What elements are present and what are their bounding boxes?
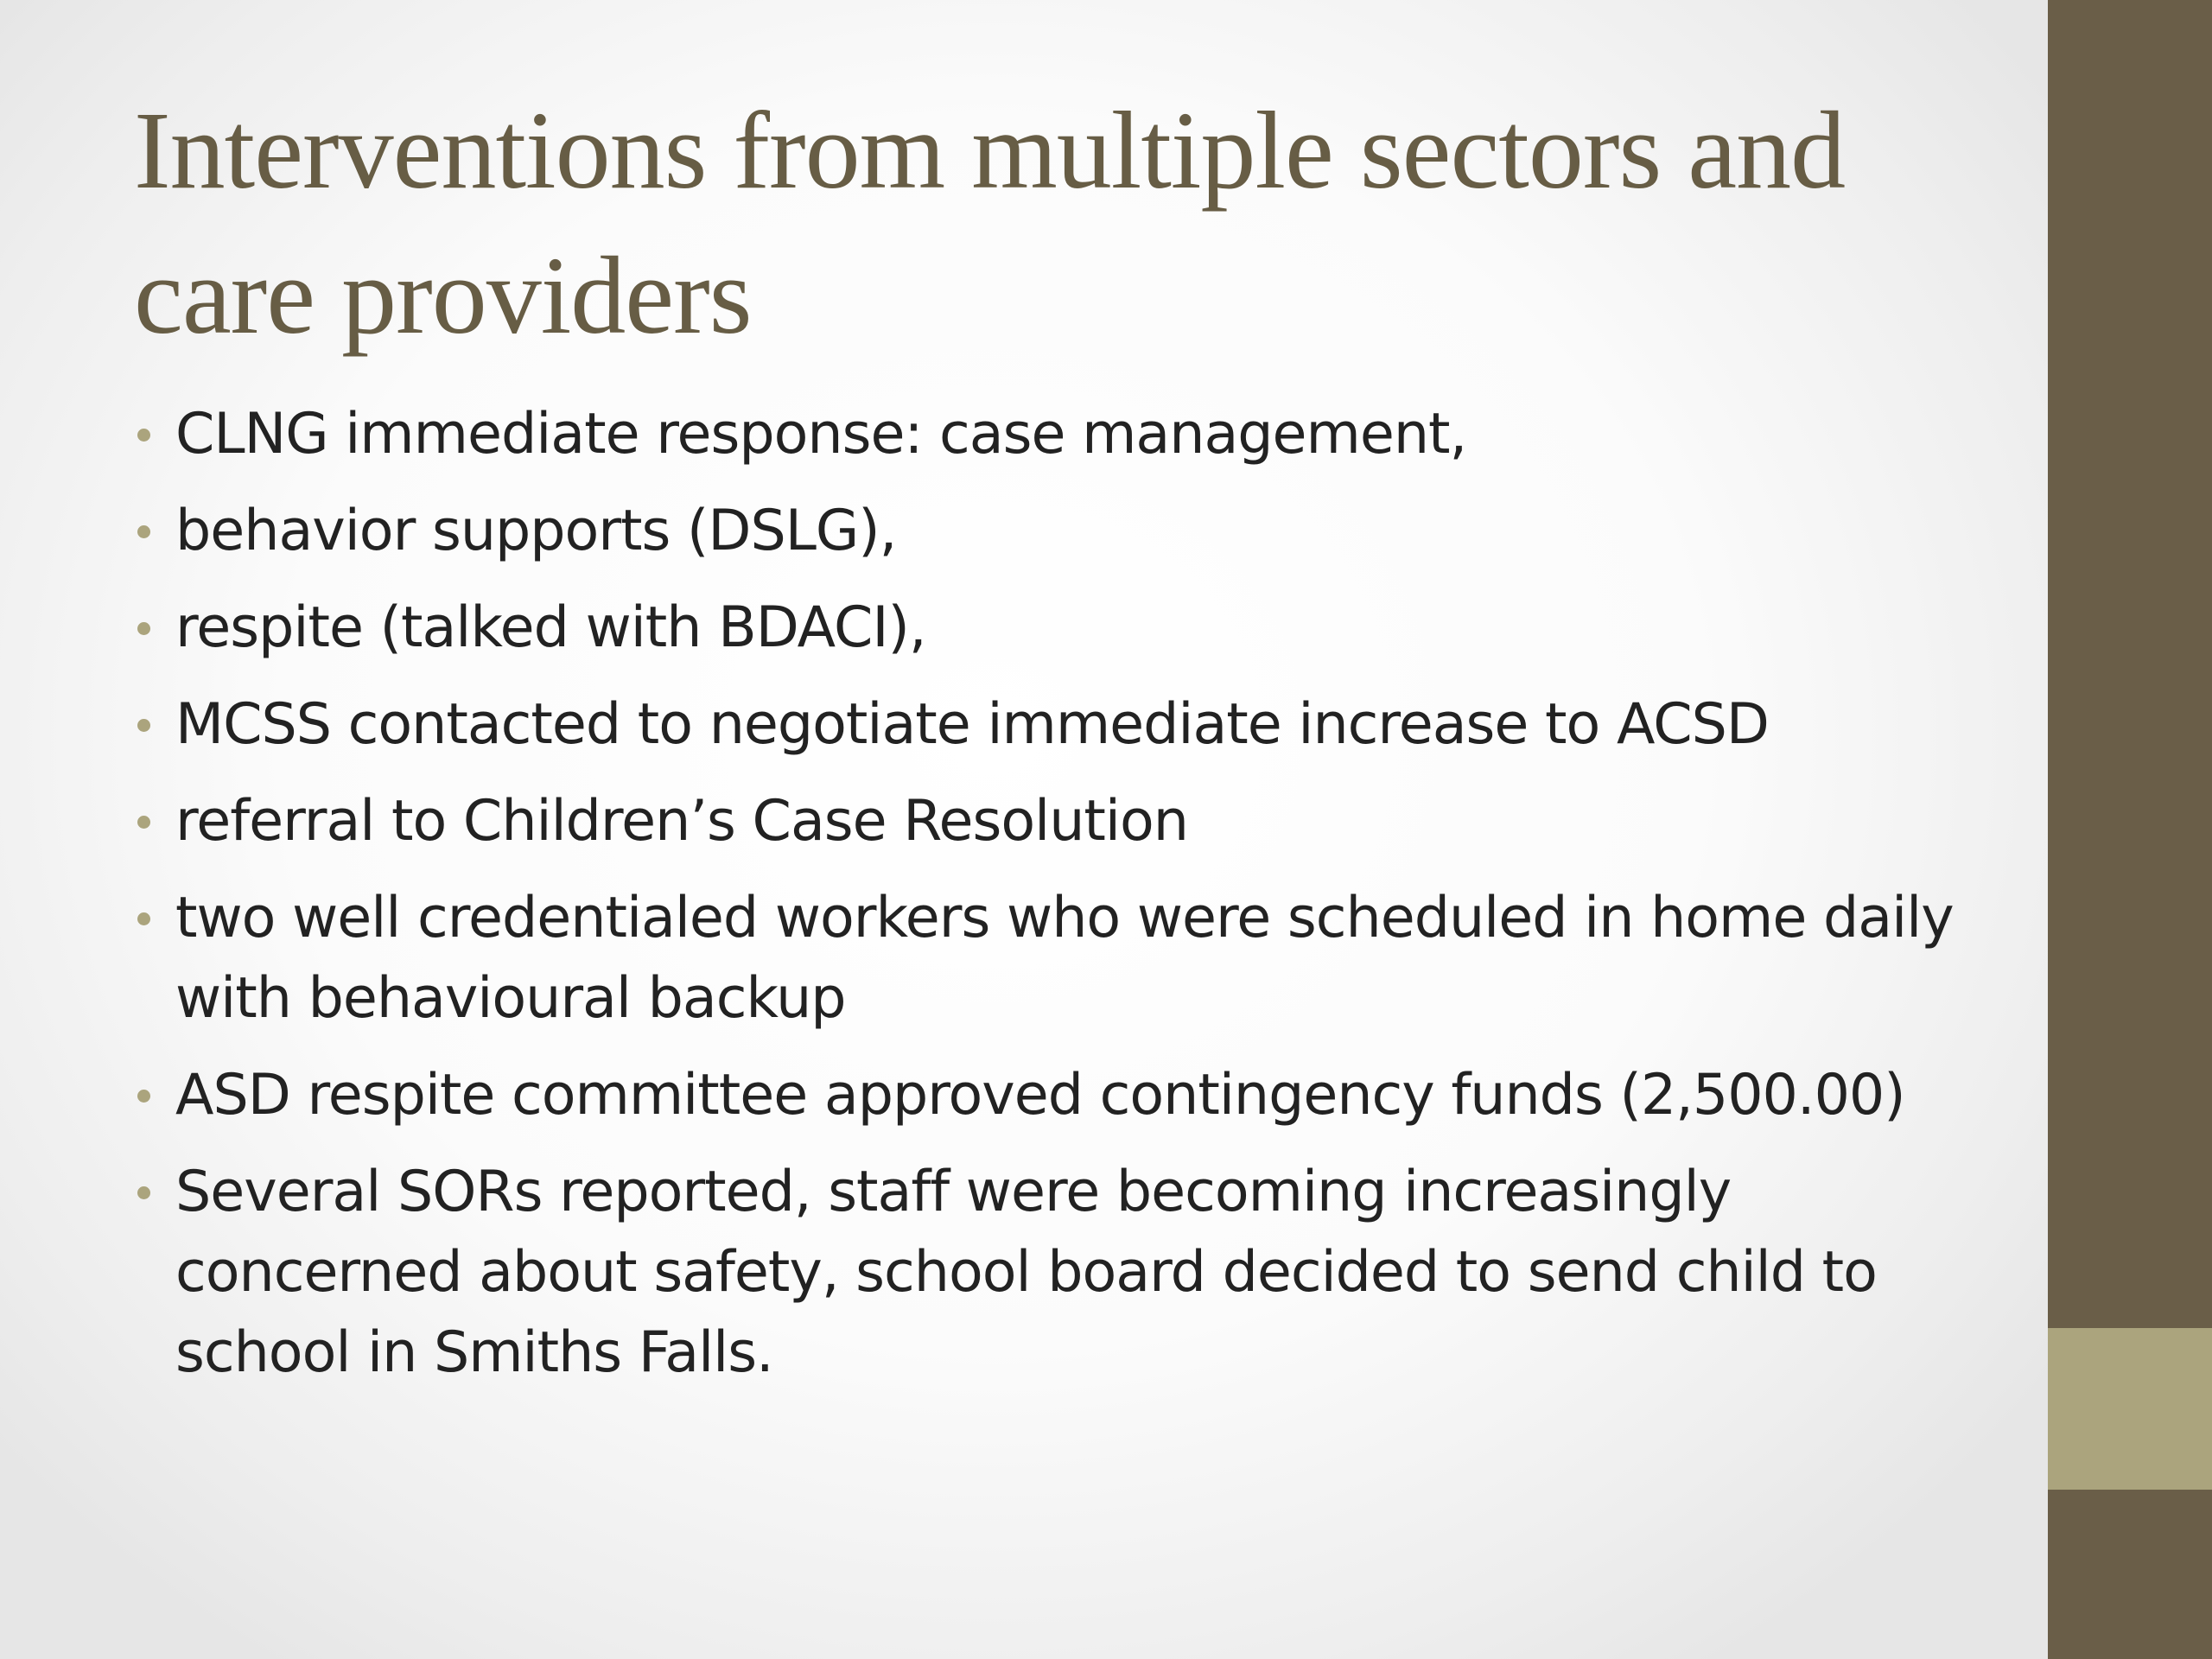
bullet-list	[134, 394, 1966, 1409]
bullet-item	[134, 1152, 1966, 1393]
bullet-text: ASD respite committee approved contingency funds (2,500.00)	[175, 1063, 1905, 1128]
bullet-item	[134, 1055, 1966, 1135]
bullet-dot-icon	[137, 1090, 150, 1103]
sidebar-accent-band	[2048, 1328, 2212, 1490]
bullet-text: behavior supports (DSLG),	[175, 499, 897, 563]
bullet-text: MCSS contacted to negotiate immediate increase to ACSD	[175, 692, 1769, 757]
bullet-item	[134, 878, 1966, 1039]
bullet-text: two well credentialed workers who were scheduled in home daily with behavioural backup	[175, 886, 1954, 1031]
bullet-dot-icon	[137, 622, 150, 635]
bullet-text: Several SORs reported, staff were becoming increasingly concerned about safety, school board decided to send child to school in Smiths Falls.	[175, 1160, 1877, 1385]
decorative-sidebar	[2048, 0, 2212, 1659]
bullet-text: referral to Children’s Case Resolution	[175, 789, 1188, 854]
bullet-item	[134, 781, 1966, 861]
bullet-text: respite (talked with BDACI),	[175, 595, 926, 660]
bullet-dot-icon	[137, 719, 150, 732]
slide-title: Interventions from multiple sectors and care providers	[134, 89, 1846, 357]
bullet-dot-icon	[137, 1186, 150, 1199]
bullet-dot-icon	[137, 525, 150, 538]
bullet-dot-icon	[137, 429, 150, 442]
bullet-item	[134, 491, 1966, 571]
bullet-dot-icon	[137, 912, 150, 925]
bullet-item	[134, 394, 1966, 474]
bullet-text: CLNG immediate response: case management,	[175, 402, 1467, 467]
bullet-item	[134, 684, 1966, 765]
bullet-item	[134, 588, 1966, 668]
bullet-dot-icon	[137, 816, 150, 829]
